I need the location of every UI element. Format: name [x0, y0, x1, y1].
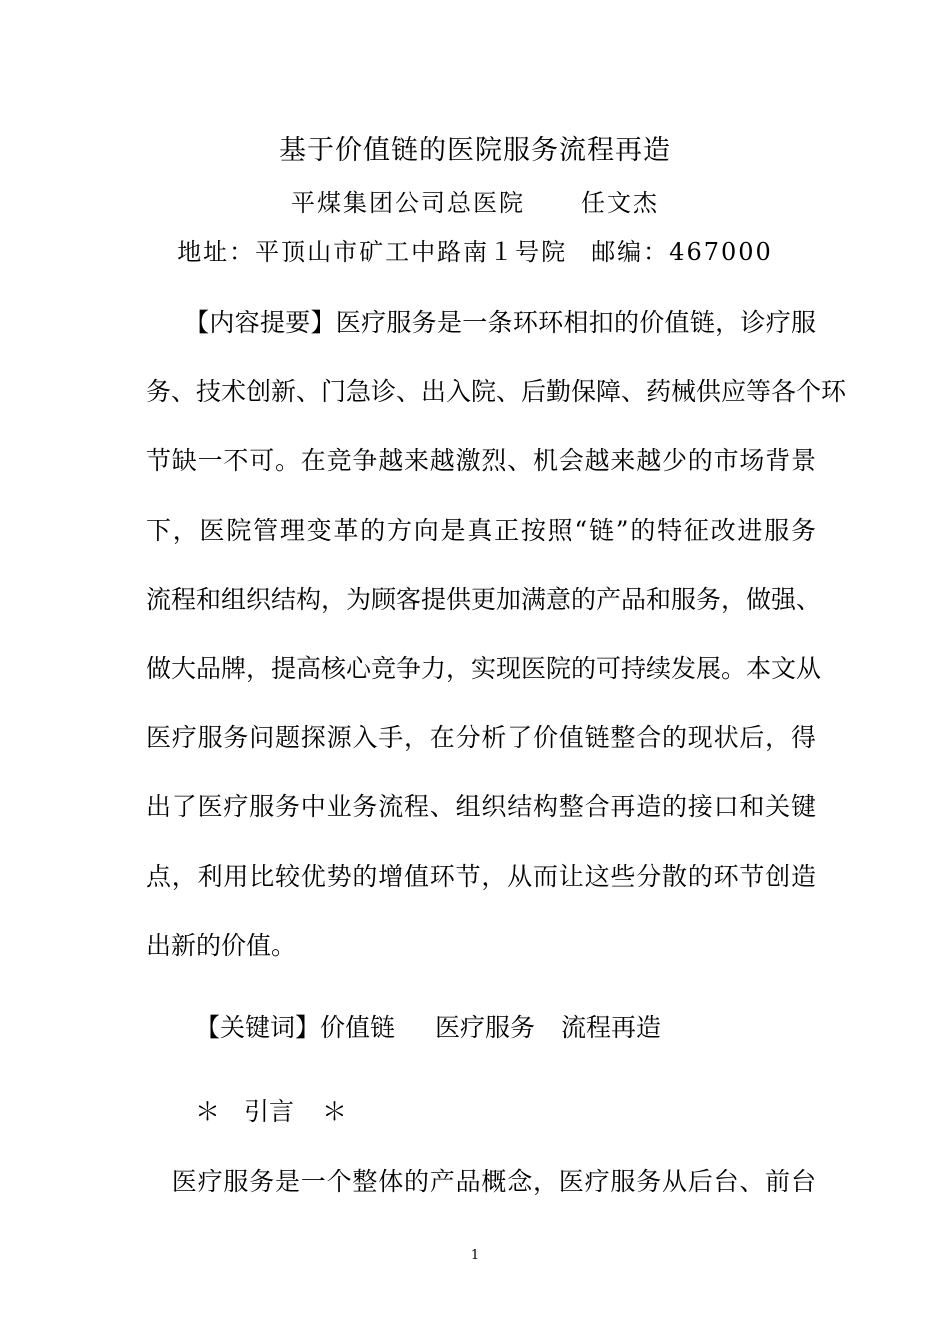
- keyword-item: 医疗服务: [435, 1013, 536, 1042]
- abstract-line: 点，利用比较优势的增值环节，从而让这些分散的环节创造: [146, 862, 816, 891]
- address-text: 地址：平顶山市矿工中路南１号院: [177, 238, 568, 266]
- abstract-line: 下，医院管理变革的方向是真正按照“链”的特征改进服务: [146, 516, 816, 545]
- abstract-line: 做大品牌，提高核心竞争力，实现医院的可持续发展。本文从: [146, 654, 822, 683]
- abstract-line: 【内容提要】医疗服务是一条环环相扣的价值链，诊疗服: [146, 308, 816, 337]
- address-line: [0, 232, 950, 267]
- keyword-item: 流程再造: [561, 1013, 662, 1042]
- page-number: 1: [470, 1248, 480, 1263]
- author-name: 任文杰: [581, 189, 659, 217]
- section-marker: ＊: [195, 1097, 221, 1126]
- abstract-line: 出了医疗服务中业务流程、组织结构整合再造的接口和关键: [146, 792, 816, 821]
- abstract-line: 流程和组织结构，为顾客提供更加满意的产品和服务，做强、: [146, 585, 822, 614]
- keyword-item: 价值链: [320, 1013, 396, 1042]
- abstract-line: 节缺一不可。在竞争越来越激烈、机会越来越少的市场背景: [146, 446, 816, 475]
- keywords-line: [195, 1012, 661, 1044]
- document-title: 基于价值链的医院服务流程再造: [279, 135, 671, 166]
- body-paragraph-line: 医疗服务是一个整体的产品概念，医疗服务从后台、前台: [146, 1167, 816, 1196]
- abstract-line: 医疗服务问题探源入手，在分析了价值链整合的现状后，得: [146, 723, 816, 752]
- author-line: [0, 183, 950, 218]
- keywords-label: 【关键词】: [195, 1013, 321, 1042]
- section-heading-text: 引言: [244, 1097, 295, 1126]
- author-affiliation: 平煤集团公司总医院: [291, 189, 525, 217]
- abstract-line: 务、技术创新、门急诊、出入院、后勤保障、药械供应等各个环: [146, 377, 847, 406]
- section-heading: [195, 1096, 347, 1128]
- postcode-text: 邮编：467000: [591, 238, 773, 266]
- abstract-line: 出新的价值。: [146, 931, 297, 960]
- section-marker: ＊: [322, 1097, 348, 1126]
